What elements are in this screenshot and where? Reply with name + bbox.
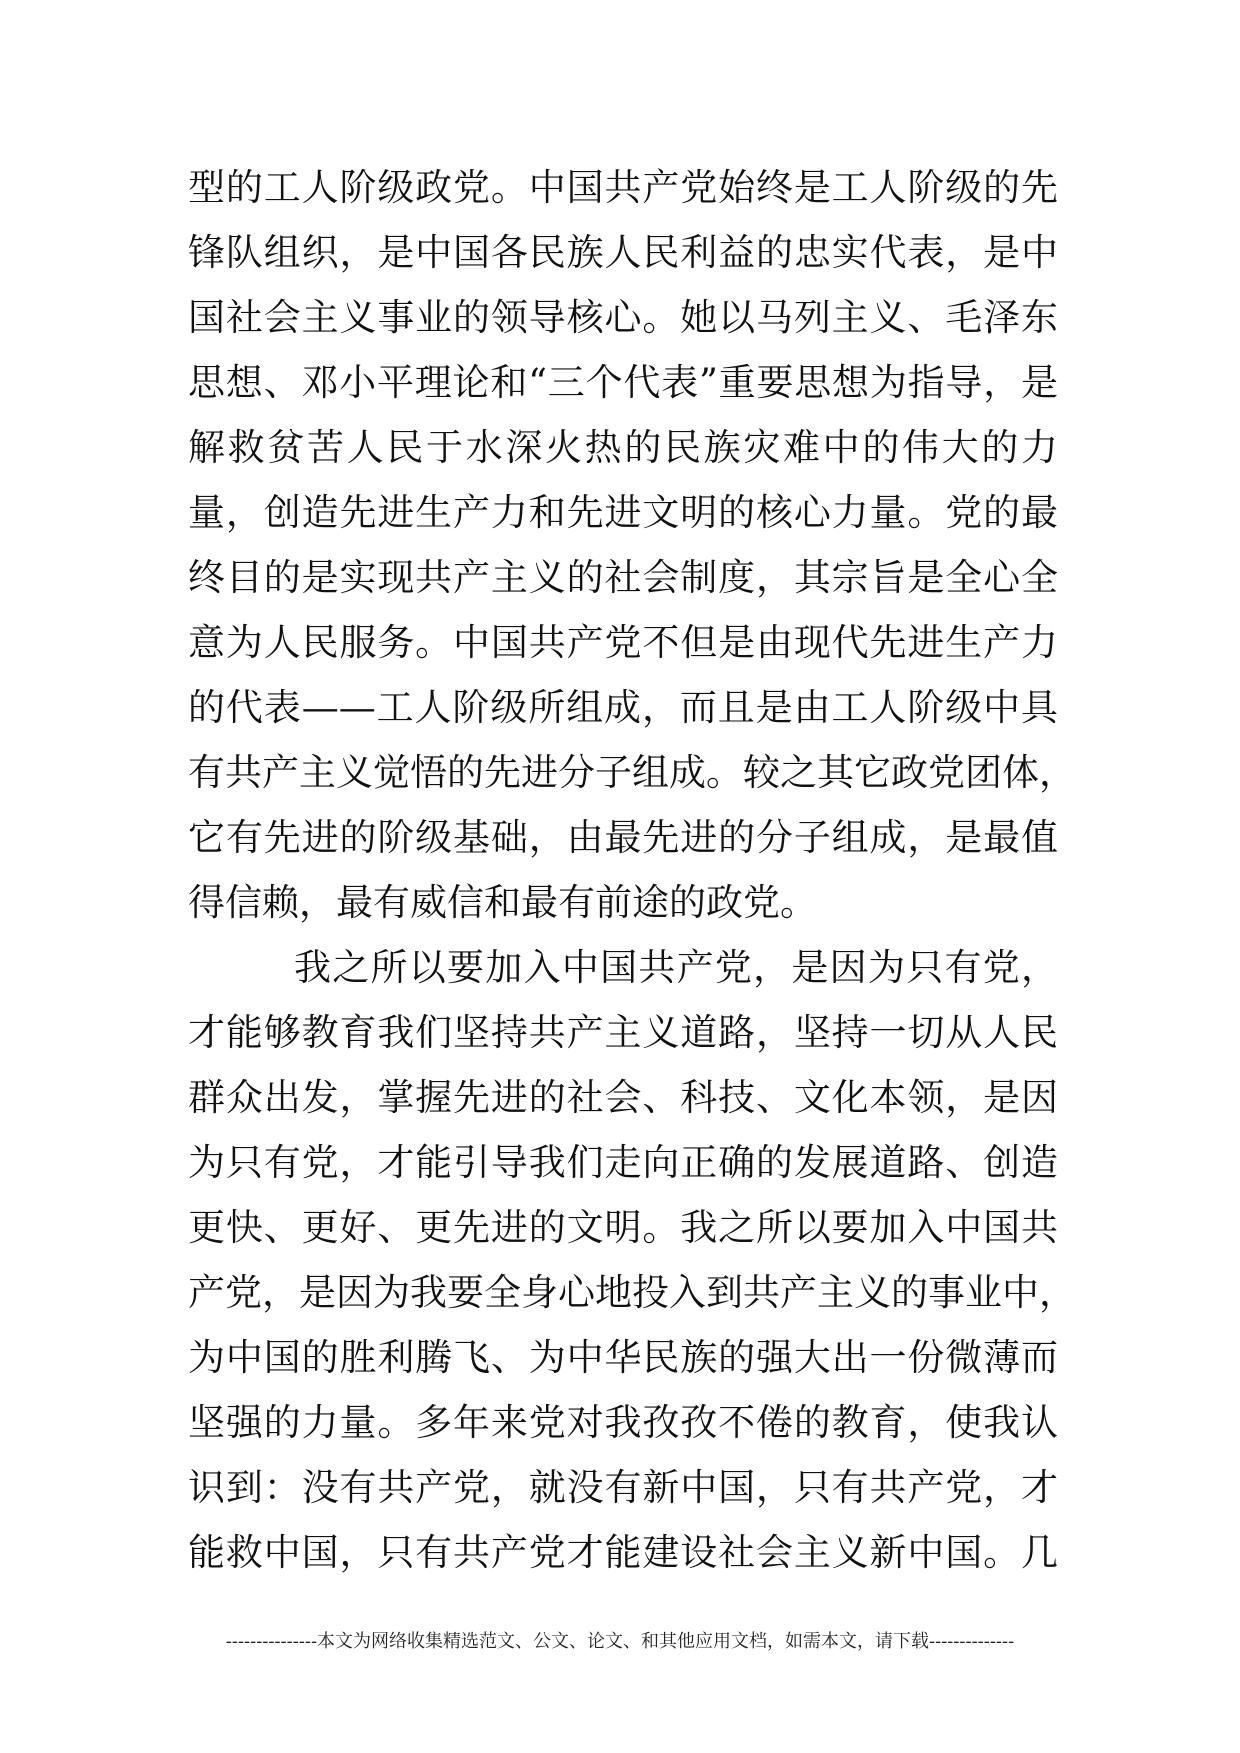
- text-line: 才能够教育我们坚持共产主义道路，坚持一切从人民: [188, 1011, 1058, 1054]
- text-line: 解救贫苦人民于水深火热的民族灾难中的伟大的力: [188, 426, 1058, 469]
- text-line: 有共产主义觉悟的先进分子组成。较之其它政党团体，: [188, 751, 1076, 794]
- text-line: 更快、更好、更先进的文明。我之所以要加入中国共: [188, 1206, 1058, 1249]
- text-line: 国社会主义事业的领导核心。她以马列主义、毛泽东: [188, 296, 1058, 339]
- text-line: 量，创造先进生产力和先进文明的核心力量。党的最: [188, 491, 1058, 534]
- text-line: 为只有党，才能引导我们走向正确的发展道路、创造: [188, 1141, 1058, 1184]
- text-line: 意为人民服务。中国共产党不但是由现代先进生产力: [188, 621, 1058, 664]
- text-line: 锋队组织，是中国各民族人民利益的忠实代表，是中: [188, 231, 1058, 274]
- text-line: 它有先进的阶级基础，由最先进的分子组成，是最值: [188, 816, 1058, 859]
- text-line: 识到：没有共产党，就没有新中国，只有共产党，才: [188, 1466, 1058, 1509]
- page-footer: ---------------本文为网络收集精选范文、公文、论文、和其他应用文档，如需本文，请下载--------------: [225, 1631, 1015, 1652]
- text-line: 坚强的力量。多年来党对我孜孜不倦的教育，使我认: [188, 1401, 1058, 1444]
- text-line: 产党，是因为我要全身心地投入到共产主义的事业中，: [188, 1271, 1076, 1314]
- text-line: 得信赖，最有威信和最有前途的政党。: [188, 881, 817, 924]
- text-line: 终目的是实现共产主义的社会制度，其宗旨是全心全: [188, 556, 1058, 599]
- body-text: [188, 155, 1076, 1585]
- text-line: 思想、邓小平理论和“三个代表”重要思想为指导，是: [188, 361, 1058, 404]
- text-line: 为中国的胜利腾飞、为中华民族的强大出一份微薄而: [188, 1336, 1058, 1379]
- text-line: 的代表——工人阶级所组成，而且是由工人阶级中具: [188, 686, 1058, 729]
- text-line: 群众出发，掌握先进的社会、科技、文化本领，是因: [188, 1076, 1058, 1119]
- text-line: 能救中国，只有共产党才能建设社会主义新中国。几: [188, 1531, 1058, 1574]
- text-line: 型的工人阶级政党。中国共产党始终是工人阶级的先: [188, 166, 1058, 209]
- paragraph-start-line: 我之所以要加入中国共产党，是因为只有党，: [294, 946, 1058, 989]
